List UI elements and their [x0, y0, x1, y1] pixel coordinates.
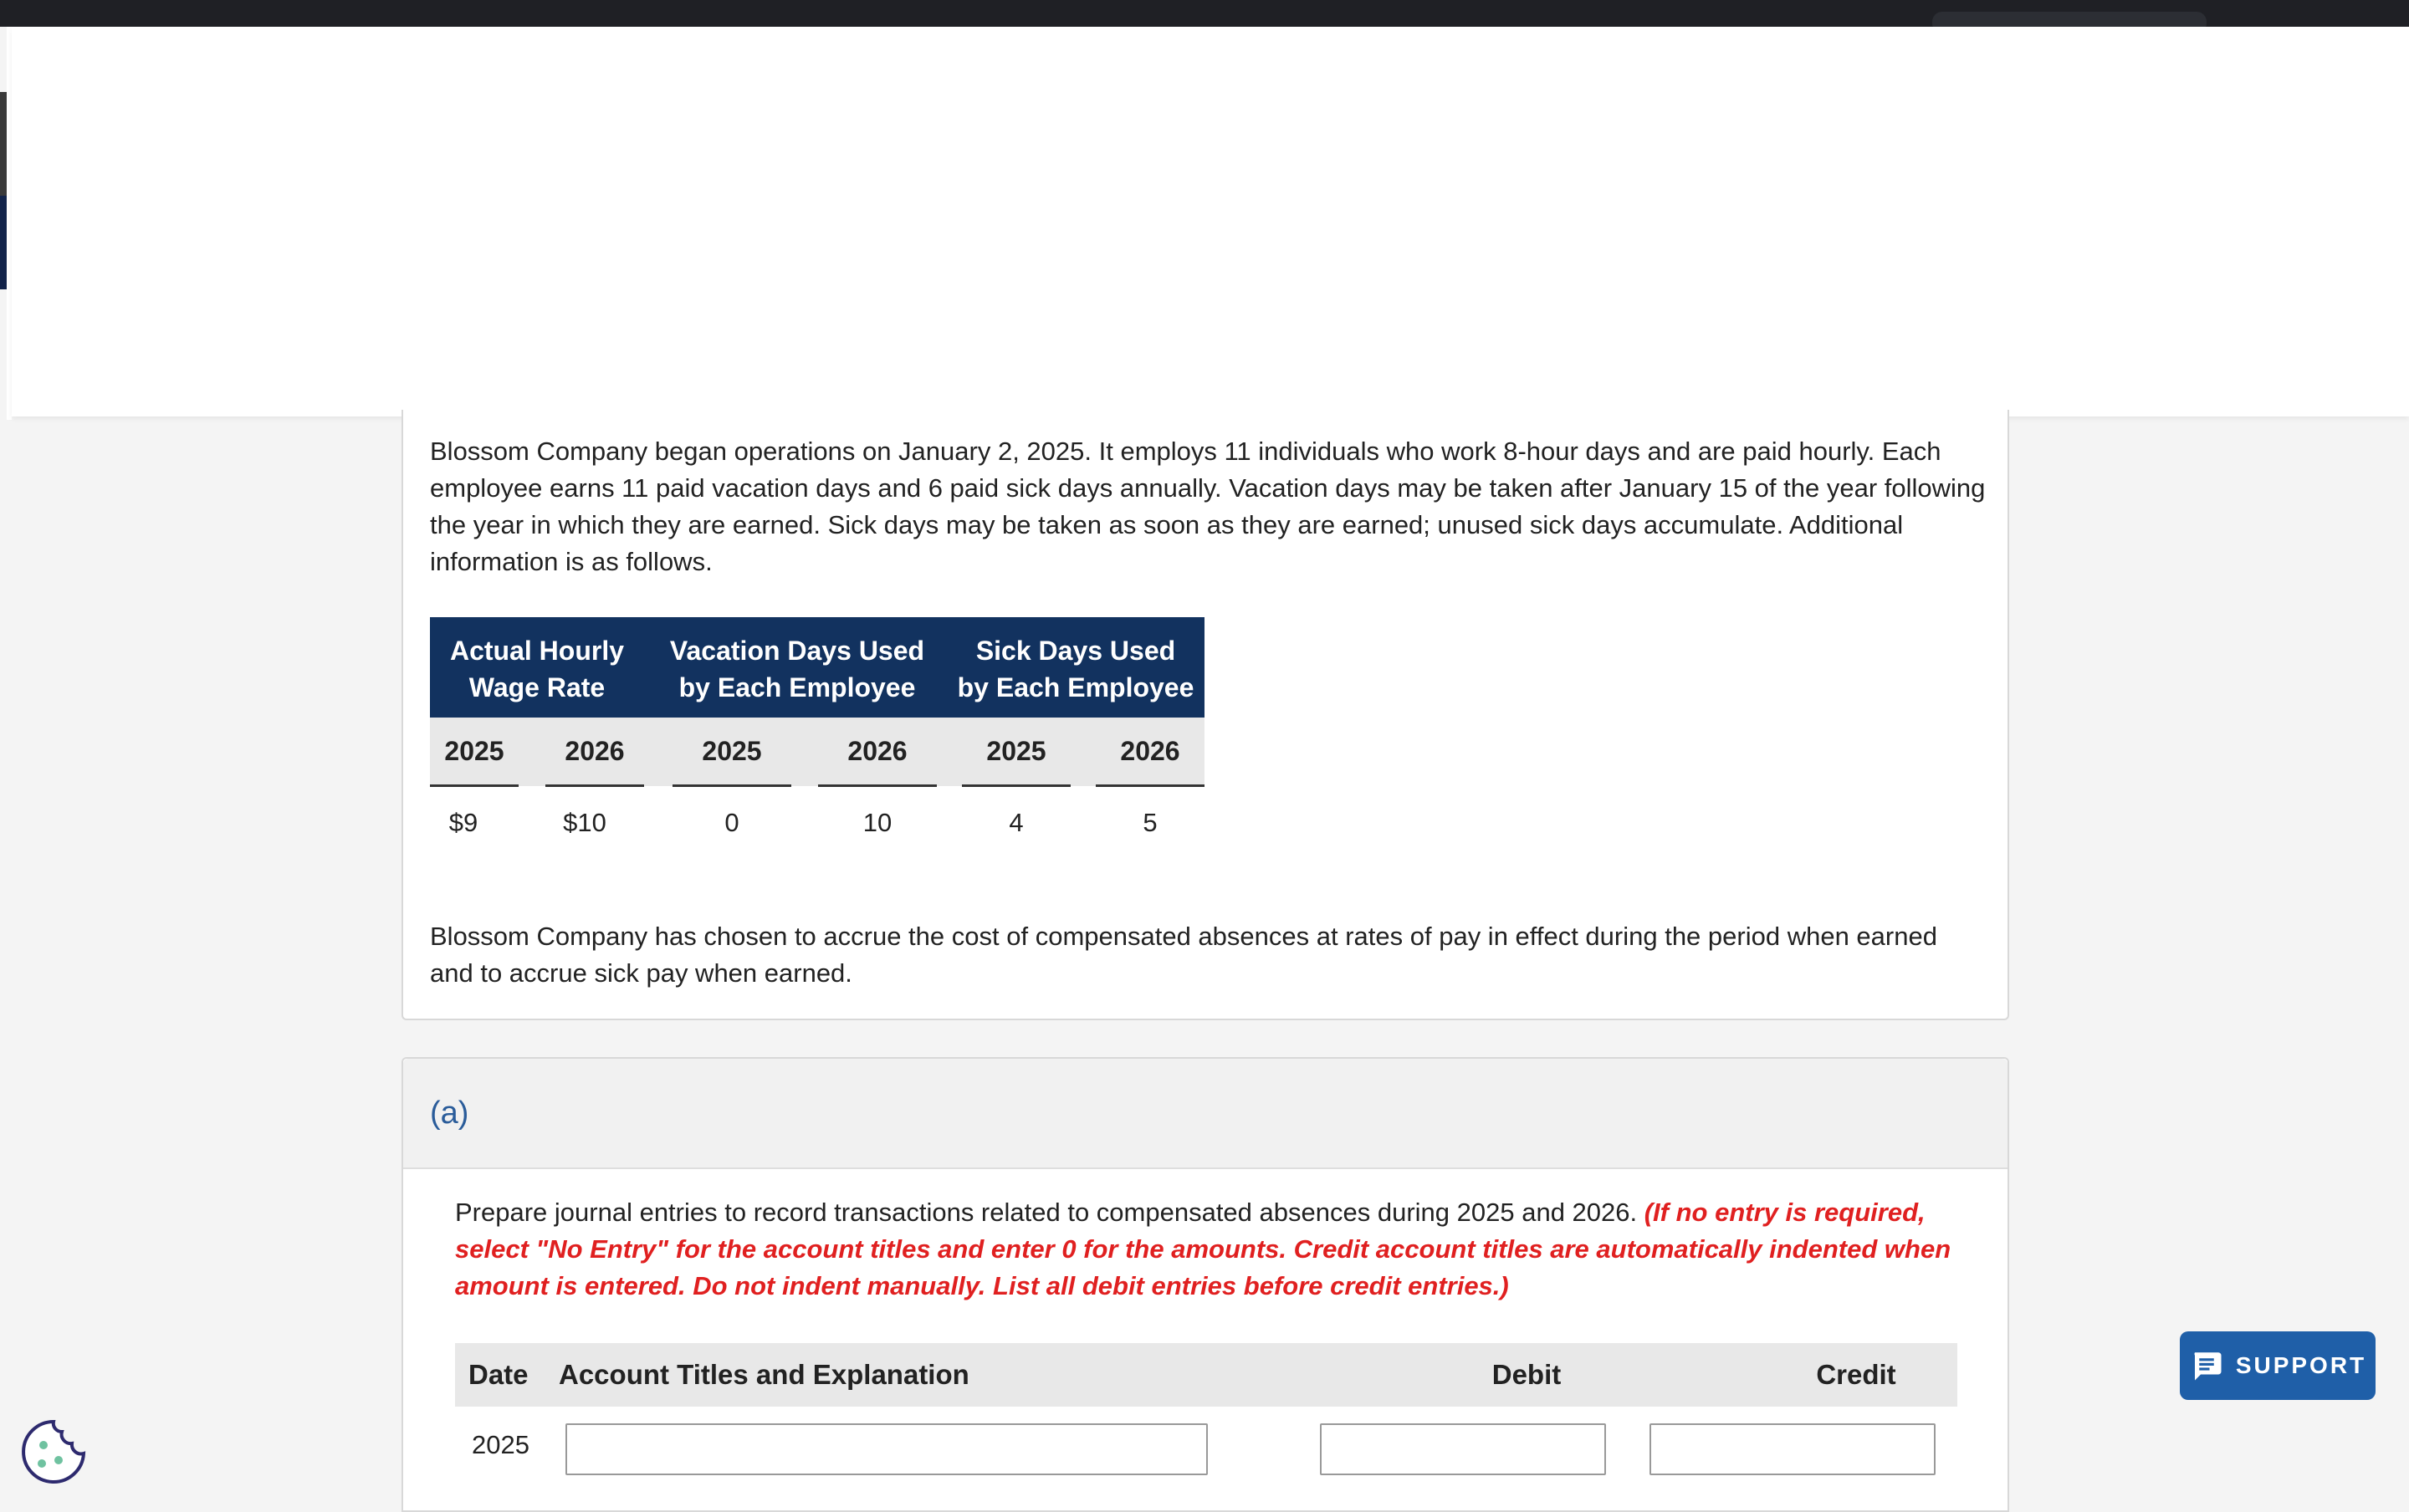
header-sick-days: Sick Days Used by Each Employee [957, 636, 1194, 702]
value-cell: $9 [448, 808, 478, 837]
instruction-text: Prepare journal entries to record transactions related to compensated absences during 2025 and 2026. [455, 1198, 1644, 1227]
problem-policy: Blossom Company has chosen to accrue the cost of compensated absences at rates of pay in effect during the period when earned and to accrue sick pay when earned. [430, 922, 1937, 988]
blank-overlay-panel [12, 27, 2409, 416]
header-hourly-wage: Actual Hourly Wage Rate [449, 636, 625, 702]
value-cell: 4 [1009, 808, 1024, 837]
value-cell: 5 [1143, 808, 1158, 837]
support-label: SUPPORT [2235, 1352, 2367, 1378]
problem-intro: Blossom Company began operations on January 2, 2025. It employs 11 individuals who work 8-hour days and are paid hourly. Each employee earns 11 paid vacation days and 6 paid sick days annually. Vacation days may be taken after January 15 of the year following the year in which they are earned. Sick days may be taken as soon as they are earned; unused sick days accumulate. Additional information is as follows. [430, 437, 1986, 576]
support-button[interactable] [2180, 1331, 2376, 1400]
year-cell: 2025 [962, 718, 1071, 787]
instruction-note: (If no entry is required, select "No Entry" for the account titles and enter 0 for the amounts. Credit account titles are automatically indented when amount is entered. Do not indent manually. List all debit entries before credit entries.) [455, 1198, 1951, 1300]
value-cell: 10 [862, 808, 893, 837]
credit-input[interactable] [1649, 1423, 1936, 1475]
column-date: Date [468, 1359, 529, 1390]
value-cell: 0 [724, 808, 739, 837]
year-row [430, 718, 1204, 786]
year-cell: 2025 [673, 718, 791, 787]
year-cell: 2026 [545, 718, 644, 787]
year-cell: 2026 [1096, 718, 1204, 787]
cookie-settings-button[interactable] [18, 1417, 89, 1487]
debit-input[interactable] [1320, 1423, 1606, 1475]
wage-table-header [430, 617, 1204, 718]
part-a-label: (a) [430, 1096, 469, 1131]
header-vacation-days: Vacation Days Used by Each Employee [669, 636, 925, 702]
year-cell: 2026 [818, 718, 937, 787]
part-a-section [402, 1057, 2009, 1512]
journal-entry-header [455, 1343, 1957, 1407]
part-a-header [403, 1059, 2008, 1169]
top-bar [0, 0, 2409, 27]
problem-card [402, 410, 2009, 1020]
column-account: Account Titles and Explanation [559, 1359, 969, 1390]
year-cell: 2025 [430, 718, 519, 787]
chat-icon [2189, 1348, 2224, 1383]
value-cell: $10 [563, 808, 606, 837]
cookie-icon [18, 1417, 89, 1487]
column-credit: Credit [1816, 1359, 1896, 1390]
account-title-input[interactable] [565, 1423, 1208, 1475]
entry-date: 2025 [472, 1430, 529, 1459]
column-debit: Debit [1491, 1359, 1562, 1390]
part-a-instructions [455, 1194, 1961, 1305]
